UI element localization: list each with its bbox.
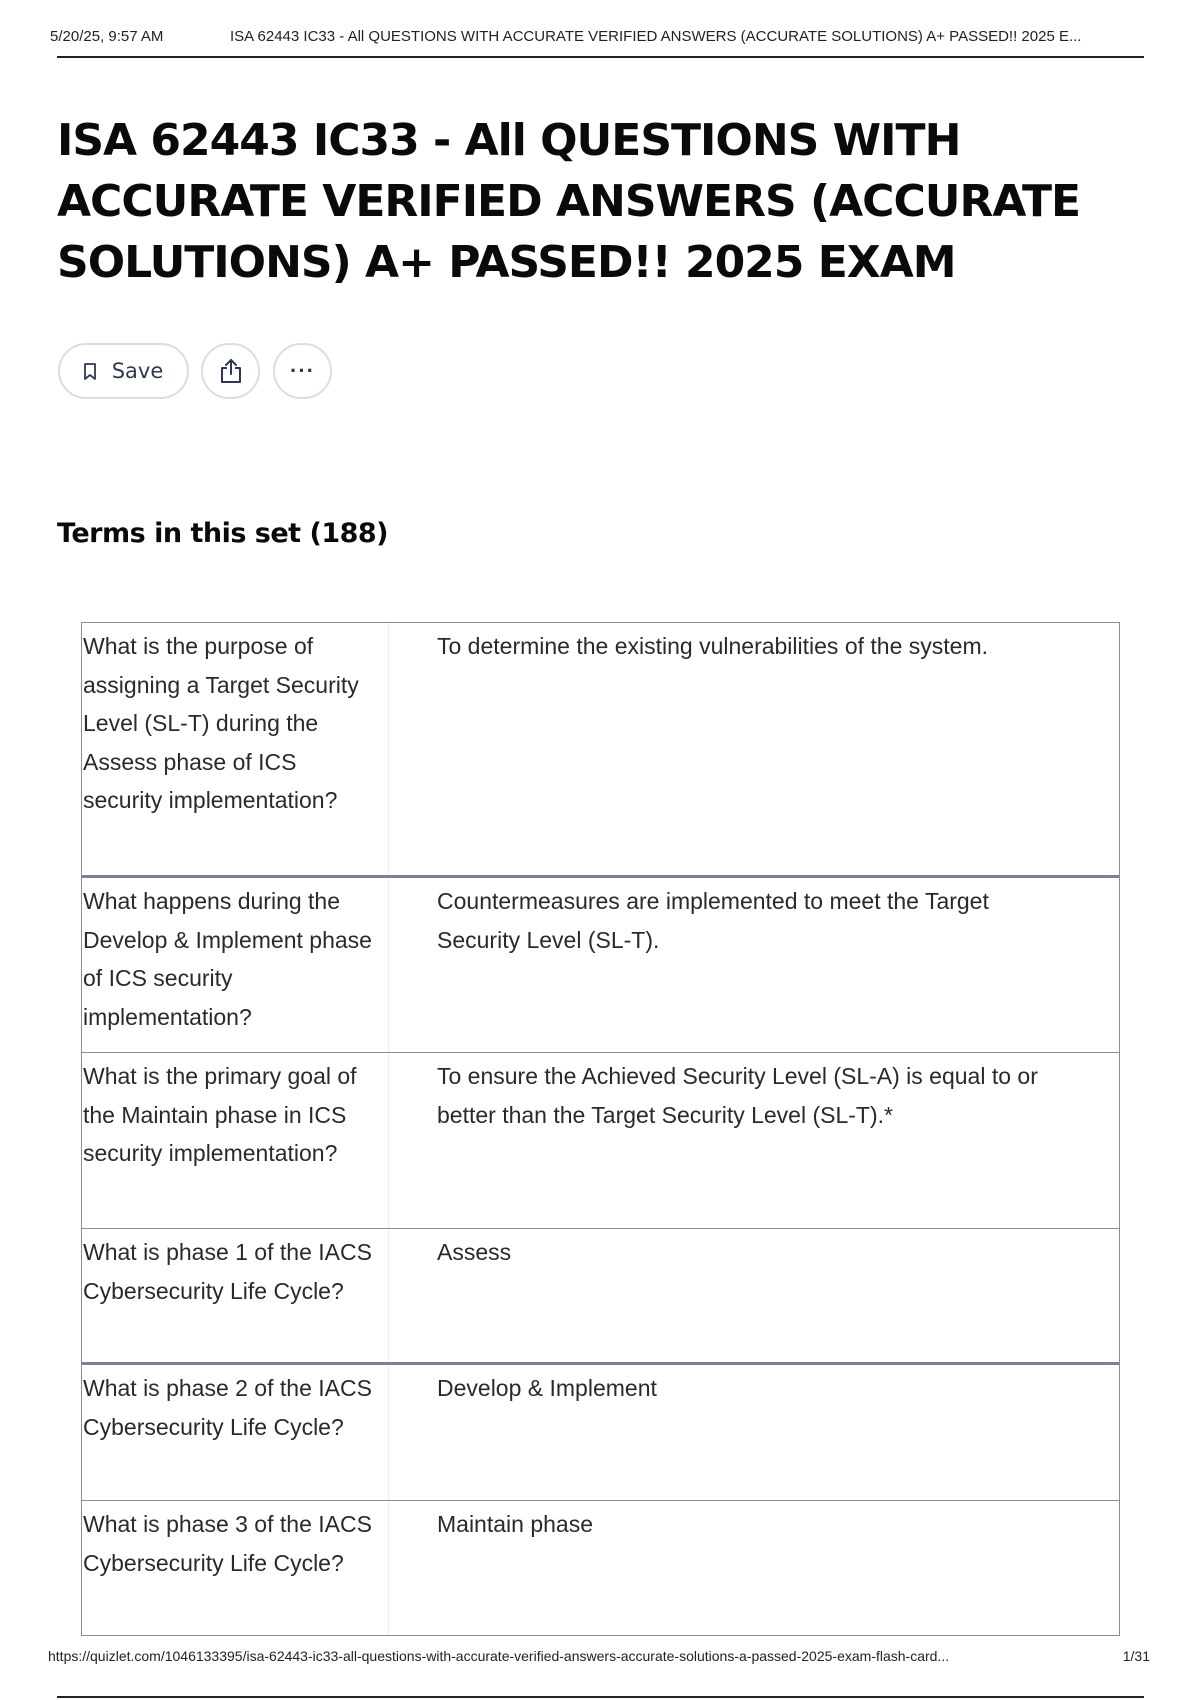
definition-text: To determine the existing vulnerabilities of the system. xyxy=(437,633,988,659)
definition-text: Countermeasures are implemented to meet the Target Security Level (SL-T). xyxy=(437,888,989,953)
print-date: 5/20/25, 9:57 AM xyxy=(50,28,164,45)
page-url: https://quizlet.com/1046133395/isa-62443-ic33-all-questions-with-accurate-verified-answers-accurate-solutions-a-passed-2025-exam-flash-card... xyxy=(48,1648,950,1664)
save-button[interactable] xyxy=(58,343,189,399)
definition-text: To ensure the Achieved Security Level (SL-A) is equal to or better than the Target Security Level (SL-T).* xyxy=(437,1063,1038,1128)
term-text: What is the primary goal of the Maintain phase in ICS security implementation? xyxy=(82,1053,389,1228)
save-label: Save xyxy=(111,359,164,383)
term-card xyxy=(82,1365,1119,1501)
page-title: ISA 62443 IC33 - All QUESTIONS WITH ACCURATE VERIFIED ANSWERS (ACCURATE SOLUTIONS) A+ PASSED!! 2025 EXAM xyxy=(57,115,1081,288)
header-divider xyxy=(57,56,1144,58)
share-button[interactable] xyxy=(201,343,260,399)
term-card xyxy=(82,623,1119,878)
term-text: What is the purpose of assigning a Target Security Level (SL-T) during the Assess phase of ICS security implementation? xyxy=(82,623,389,875)
term-card xyxy=(82,1501,1119,1635)
print-doc-title: ISA 62443 IC33 - All QUESTIONS WITH ACCURATE VERIFIED ANSWERS (ACCURATE SOLUTIONS) A+ PASSED!! 2025 E... xyxy=(230,28,1082,45)
definition-text: Assess xyxy=(437,1239,512,1265)
term-text: What is phase 1 of the IACS Cybersecurity Life Cycle? xyxy=(82,1229,389,1362)
page-number: 1/31 xyxy=(1122,1648,1150,1664)
term-card xyxy=(82,878,1119,1053)
more-options-button[interactable] xyxy=(273,343,332,399)
print-header xyxy=(50,28,1148,56)
terms-table xyxy=(81,622,1120,1636)
term-card xyxy=(82,1053,1119,1229)
term-card xyxy=(82,1229,1119,1365)
definition-text: Maintain phase xyxy=(437,1511,593,1537)
share-icon xyxy=(218,357,244,385)
term-text: What is phase 2 of the IACS Cybersecurity Life Cycle? xyxy=(82,1365,389,1500)
terms-heading: Terms in this set (188) xyxy=(57,518,389,549)
more-icon: ··· xyxy=(290,358,315,383)
term-text: What is phase 3 of the IACS Cybersecurity Life Cycle? xyxy=(82,1501,389,1635)
definition-text: Develop & Implement xyxy=(437,1375,657,1401)
print-footer xyxy=(48,1648,1150,1670)
term-text: What happens during the Develop & Implement phase of ICS security implementation? xyxy=(82,878,389,1052)
footer-divider xyxy=(57,1696,1144,1698)
bookmark-icon xyxy=(84,363,96,380)
